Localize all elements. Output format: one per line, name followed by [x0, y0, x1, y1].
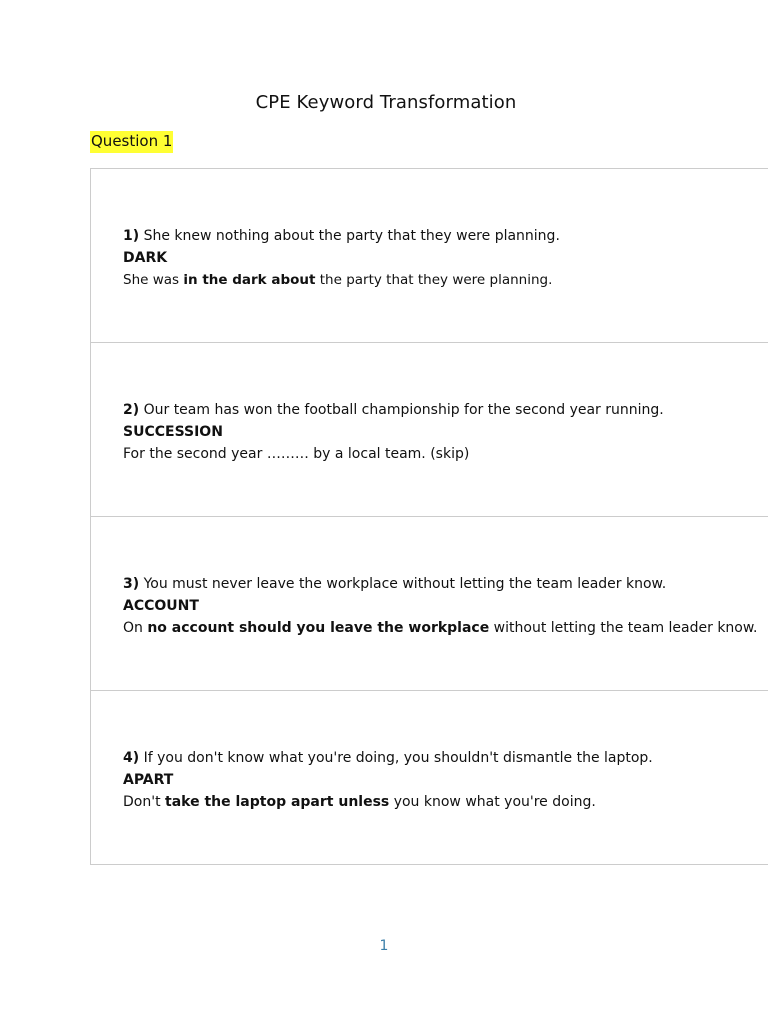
answer-prefix: She was — [123, 272, 184, 288]
answer-sentence — [123, 617, 758, 639]
answer-bold: take the laptop apart unless — [165, 794, 390, 810]
keyword: DARK — [123, 250, 168, 266]
answer-sentence — [123, 791, 653, 813]
answer-prefix: Don't — [123, 794, 166, 810]
answer-prefix: On — [123, 620, 148, 636]
original-sentence — [123, 399, 664, 421]
question-heading: Question 1 — [90, 131, 173, 153]
item-number: 1) — [123, 228, 140, 244]
sentence-text: She knew nothing about the party that they were planning. — [139, 228, 560, 244]
question-item-content — [123, 573, 758, 639]
question-item — [91, 169, 768, 343]
item-number: 3) — [123, 576, 140, 592]
answer-bold: no account should you leave the workplace — [147, 620, 490, 636]
question-item — [91, 517, 768, 691]
question-item — [91, 691, 768, 865]
answer-sentence — [123, 269, 560, 291]
answer-suffix: the party that they were planning. — [315, 272, 553, 288]
original-sentence — [123, 747, 653, 769]
answer-suffix: you know what you're doing. — [389, 794, 596, 810]
question-item — [91, 343, 768, 517]
answer-sentence — [123, 443, 664, 465]
page-title: CPE Keyword Transformation — [255, 92, 517, 113]
answer-prefix: For the second year ……… by a local team. (skip) — [123, 446, 470, 462]
question-table — [90, 168, 768, 865]
question-item-content — [123, 399, 664, 465]
item-number: 4) — [123, 750, 140, 766]
sentence-text: If you don't know what you're doing, you shouldn't dismantle the laptop. — [139, 750, 653, 766]
sentence-text: Our team has won the football championship for the second year running. — [139, 402, 664, 418]
keyword: APART — [123, 772, 174, 788]
item-number: 2) — [123, 402, 140, 418]
question-item-content — [123, 747, 653, 813]
sentence-text: You must never leave the workplace without letting the team leader know. — [139, 576, 667, 592]
keyword: SUCCESSION — [123, 424, 223, 440]
answer-suffix: without letting the team leader know. — [489, 620, 758, 636]
question-item-content — [123, 225, 560, 291]
answer-bold: in the dark about — [183, 272, 316, 288]
original-sentence — [123, 225, 560, 247]
page-number: 1 — [379, 938, 389, 954]
original-sentence — [123, 573, 758, 595]
keyword: ACCOUNT — [123, 598, 199, 614]
